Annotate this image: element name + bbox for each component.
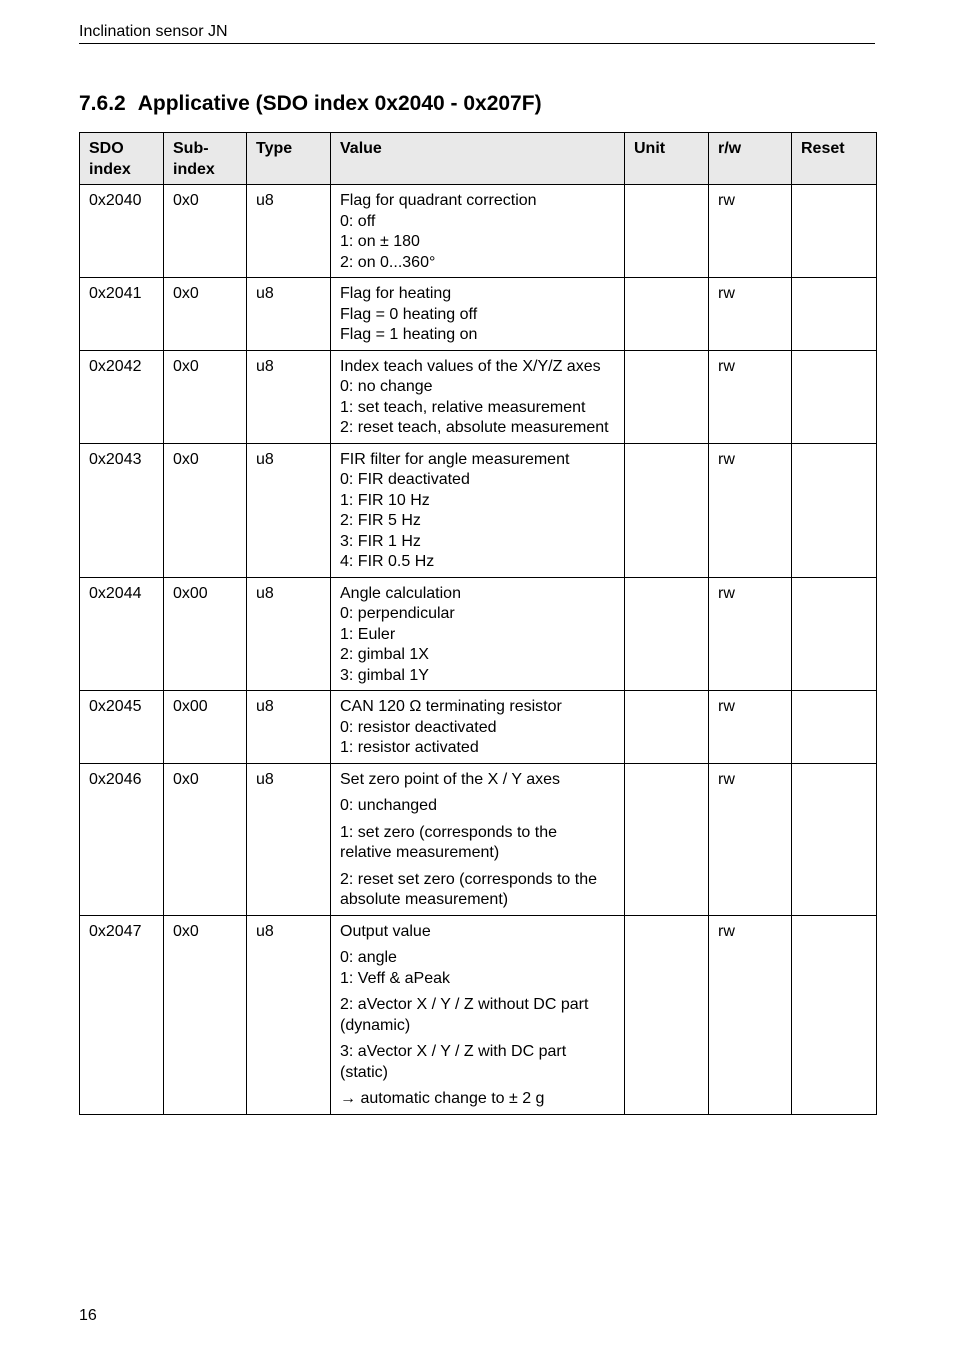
sdo-index-cell: 0x2046 (80, 763, 164, 915)
column-header-label: Value (340, 140, 382, 157)
reset-cell (792, 577, 877, 691)
value-line: Set zero point of the X / Y axes (340, 770, 560, 788)
rw-cell: rw (709, 915, 792, 1114)
sdo-index-cell: 0x2042 (80, 350, 164, 443)
sub-index-cell: 0x0 (164, 350, 247, 443)
sub-index-cell: 0x0 (164, 763, 247, 915)
rw-cell: rw (709, 691, 792, 764)
value-line: 2: reset set zero (corresponds to the (340, 870, 598, 888)
reset-cell (792, 691, 877, 764)
value-cell (331, 185, 625, 278)
value-line: CAN 120 Ω terminating resistor (340, 698, 562, 715)
column-header-label: r/w (718, 140, 742, 157)
column-header-label: Sub- (173, 140, 209, 157)
reset-cell (792, 763, 877, 915)
value-line: FIR filter for angle measurement (340, 450, 570, 468)
rw-cell: rw (709, 763, 792, 915)
column-header (792, 133, 877, 185)
column-header-label: Type (256, 140, 293, 157)
table-row (80, 691, 877, 764)
value-line: 0: no change (340, 378, 433, 395)
value-cell (331, 350, 625, 443)
table-row (80, 763, 877, 915)
value-cell (331, 577, 625, 691)
value-line: 4: FIR 0.5 Hz (340, 553, 435, 570)
column-header (709, 133, 792, 185)
sdo-index-cell: 0x2047 (80, 915, 164, 1114)
sub-index-cell: 0x0 (164, 278, 247, 351)
table-row (80, 915, 877, 1114)
table-header-row (80, 133, 877, 185)
header-rule (79, 43, 875, 44)
value-cell (331, 915, 625, 1114)
value-paragraph (340, 948, 616, 989)
running-header: Inclination sensor JN (79, 23, 228, 40)
value-paragraph (340, 697, 616, 759)
value-paragraph (340, 1042, 616, 1083)
column-header (80, 133, 164, 185)
sdo-index-cell: 0x2040 (80, 185, 164, 278)
value-line: 0: resistor deactivated (340, 718, 497, 736)
unit-cell (625, 577, 709, 691)
value-line: relative measurement) (340, 844, 500, 861)
value-line: 0: FIR deactivated (340, 471, 470, 488)
value-paragraph (340, 584, 616, 687)
value-line: 1: on ± 180 (340, 233, 420, 250)
column-header-label: Unit (634, 140, 666, 157)
sub-index-cell: 0x0 (164, 443, 247, 577)
value-line: 3: FIR 1 Hz (340, 532, 421, 550)
value-line: 2: gimbal 1X (340, 646, 429, 663)
column-header (331, 133, 625, 185)
value-cell (331, 763, 625, 915)
value-line: (dynamic) (340, 1016, 411, 1034)
rw-cell: rw (709, 577, 792, 691)
reset-cell (792, 185, 877, 278)
value-paragraph (340, 357, 616, 439)
value-line: Output value (340, 922, 431, 940)
value-line: 3: aVector X / Y / Z with DC part (340, 1043, 567, 1060)
value-paragraph (340, 770, 616, 791)
unit-cell (625, 691, 709, 764)
sub-index-cell: 0x0 (164, 915, 247, 1114)
value-line: Flag = 0 heating off (340, 305, 478, 323)
value-paragraph (340, 922, 616, 943)
rw-cell: rw (709, 278, 792, 351)
value-paragraph (340, 995, 616, 1036)
table-row (80, 278, 877, 351)
value-line: 2: aVector X / Y / Z without DC part (340, 996, 589, 1013)
table-row (80, 350, 877, 443)
value-line: 1: set zero (corresponds to the (340, 823, 557, 841)
type-cell: u8 (247, 763, 331, 915)
value-line: 1: FIR 10 Hz (340, 491, 430, 509)
reset-cell (792, 278, 877, 351)
unit-cell (625, 278, 709, 351)
sdo-index-cell: 0x2041 (80, 278, 164, 351)
column-header-label: SDO (89, 140, 124, 157)
value-line: 0: off (340, 212, 376, 230)
value-line: absolute measurement) (340, 891, 509, 908)
sdo-index-cell: 0x2044 (80, 577, 164, 691)
column-header (625, 133, 709, 185)
value-line: Flag for heating (340, 285, 452, 302)
column-header (164, 133, 247, 185)
value-line: 0: angle (340, 949, 397, 966)
table-row (80, 185, 877, 278)
value-line: 0: unchanged (340, 797, 437, 814)
section-title-text: Applicative (SDO index 0x2040 - 0x207F) (137, 92, 542, 115)
value-line: Index teach values of the X/Y/Z axes (340, 357, 601, 375)
type-cell: u8 (247, 915, 331, 1114)
value-cell (331, 443, 625, 577)
sub-index-cell: 0x00 (164, 577, 247, 691)
value-paragraph (340, 1089, 616, 1110)
column-header-label: Reset (801, 140, 845, 157)
rw-cell: rw (709, 185, 792, 278)
value-paragraph (340, 191, 616, 273)
section-title (79, 90, 542, 118)
type-cell: u8 (247, 691, 331, 764)
table-body (80, 185, 877, 1115)
type-cell: u8 (247, 443, 331, 577)
column-header-label: index (89, 160, 131, 178)
sub-index-cell: 0x00 (164, 691, 247, 764)
value-line: → automatic change to ± 2 g (340, 1090, 545, 1107)
page-number: 16 (79, 1307, 97, 1324)
reset-cell (792, 915, 877, 1114)
section-number: 7.6.2 (79, 92, 126, 115)
reset-cell (792, 350, 877, 443)
table-row (80, 443, 877, 577)
reset-cell (792, 443, 877, 577)
value-line: (static) (340, 1063, 388, 1081)
type-cell: u8 (247, 185, 331, 278)
type-cell: u8 (247, 278, 331, 351)
type-cell: u8 (247, 577, 331, 691)
value-line: 2: FIR 5 Hz (340, 512, 421, 529)
unit-cell (625, 350, 709, 443)
value-line: 3: gimbal 1Y (340, 666, 429, 684)
value-line: 2: reset teach, absolute measurement (340, 419, 609, 436)
value-line: Flag for quadrant correction (340, 192, 537, 209)
column-header (247, 133, 331, 185)
value-line: Angle calculation (340, 584, 461, 602)
type-cell: u8 (247, 350, 331, 443)
value-line: 0: perpendicular (340, 605, 455, 622)
value-paragraph (340, 796, 616, 817)
rw-cell: rw (709, 350, 792, 443)
value-cell (331, 691, 625, 764)
column-header-label: index (173, 160, 215, 178)
unit-cell (625, 185, 709, 278)
value-paragraph (340, 284, 616, 346)
value-line: 1: Euler (340, 625, 396, 643)
sdo-table (79, 132, 877, 1115)
sdo-index-cell: 0x2045 (80, 691, 164, 764)
value-line: 2: on 0...360° (340, 253, 436, 271)
unit-cell (625, 443, 709, 577)
unit-cell (625, 763, 709, 915)
value-line: 1: Veff & aPeak (340, 969, 451, 987)
value-paragraph (340, 450, 616, 573)
sub-index-cell: 0x0 (164, 185, 247, 278)
value-line: 1: set teach, relative measurement (340, 398, 586, 416)
sdo-index-cell: 0x2043 (80, 443, 164, 577)
rw-cell: rw (709, 443, 792, 577)
table-row (80, 577, 877, 691)
value-line: Flag = 1 heating on (340, 326, 478, 343)
unit-cell (625, 915, 709, 1114)
value-line: 1: resistor activated (340, 739, 479, 756)
value-paragraph (340, 823, 616, 864)
value-paragraph (340, 870, 616, 911)
value-cell (331, 278, 625, 351)
